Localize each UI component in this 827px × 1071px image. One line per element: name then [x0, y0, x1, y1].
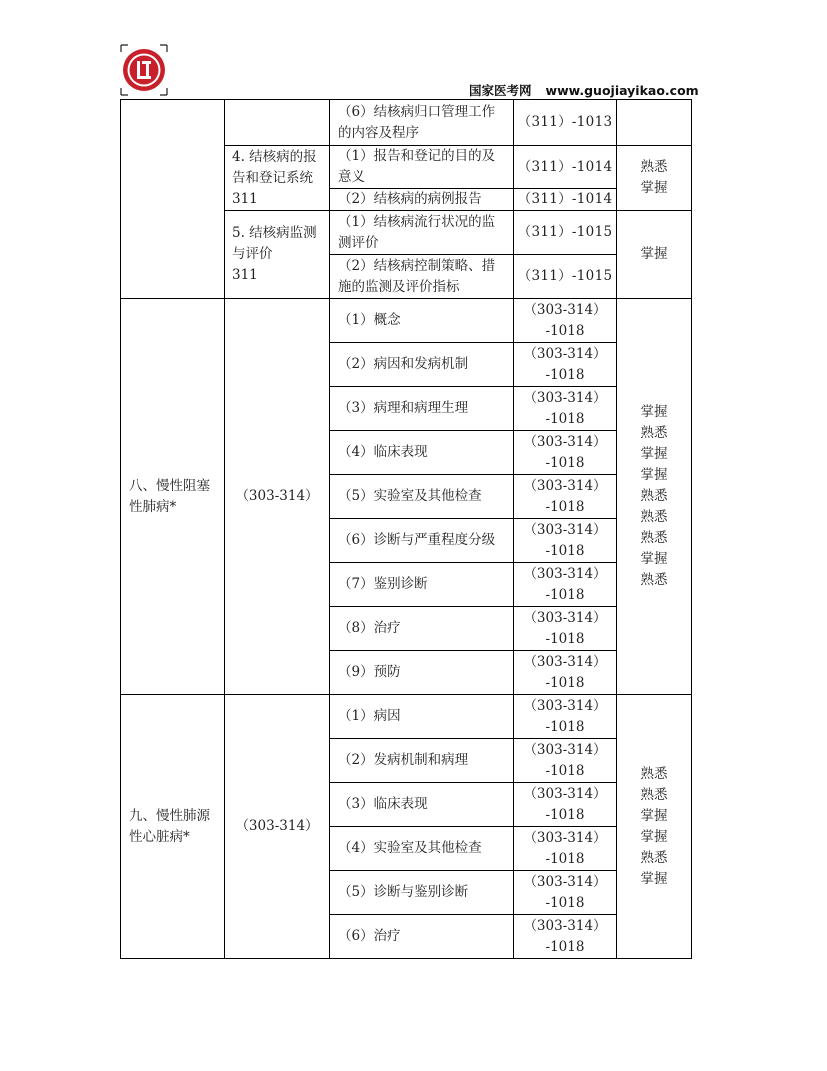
code-cell: （303-314） -1018	[514, 519, 617, 563]
level-item: 掌握	[640, 446, 668, 462]
level-item: 熟悉	[640, 425, 668, 441]
level-item: 掌握	[640, 467, 668, 483]
code-cell: （311）-1015	[514, 255, 617, 299]
item-cell: （1）概念	[330, 299, 514, 343]
unit-title-4: 4. 结核病的报告和登记系统 311	[225, 146, 330, 211]
item-cell: （6）治疗	[330, 915, 514, 959]
item-cell: （5）诊断与鉴别诊断	[330, 871, 514, 915]
level-item: 熟悉	[640, 765, 668, 782]
level-item: 掌握	[640, 807, 668, 824]
code-cell: （303-314） -1018	[514, 607, 617, 651]
item-cell: （2）结核病的病例报告	[330, 189, 514, 211]
level-item: 掌握	[640, 870, 668, 887]
code-cell: （311）-1015	[514, 211, 617, 255]
item-cell: （1）报告和登记的目的及意义	[330, 146, 514, 189]
code-cell: （303-314） -1018	[514, 915, 617, 959]
site-logo	[120, 44, 168, 96]
level-item: 熟悉	[640, 509, 668, 525]
item-cell: （8）治疗	[330, 607, 514, 651]
code-cell: （311）-1014	[514, 146, 617, 189]
item-cell: （7）鉴别诊断	[330, 563, 514, 607]
code-cell: （303-314） -1018	[514, 563, 617, 607]
code-cell: （303-314） -1018	[514, 695, 617, 739]
section-title-9: 九、慢性肺源性心脏病*	[121, 695, 225, 959]
unit-code-5: 311	[232, 267, 258, 283]
item-cell: （6）诊断与严重程度分级	[330, 519, 514, 563]
level-item: 熟悉	[640, 530, 668, 546]
level-item: 熟悉	[640, 786, 668, 803]
code-cell: （303-314） -1018	[514, 651, 617, 695]
code-cell: （311）-1014	[514, 189, 617, 211]
site-url: www.guojiayikao.com	[545, 83, 699, 98]
level-cell-empty	[617, 100, 692, 146]
level-item: 掌握	[640, 551, 668, 567]
item-cell: （5）实验室及其他检查	[330, 475, 514, 519]
site-name: 国家医考网	[469, 83, 532, 98]
level-item: 掌握	[640, 404, 668, 420]
unit-cell-empty	[225, 100, 330, 146]
code-cell: （303-314） -1018	[514, 871, 617, 915]
level-list-9	[617, 695, 692, 959]
code-cell: （303-314） -1018	[514, 475, 617, 519]
level-item: 熟悉	[640, 572, 668, 588]
syllabus-table	[120, 99, 692, 959]
item-cell: （1）结核病流行状况的监测评价	[330, 211, 514, 255]
item-cell: （9）预防	[330, 651, 514, 695]
item-cell: （2）病因和发病机制	[330, 343, 514, 387]
item-cell: （3）病理和病理生理	[330, 387, 514, 431]
level-item: 熟悉	[640, 849, 668, 866]
item-cell: （4）临床表现	[330, 431, 514, 475]
site-header	[469, 81, 699, 99]
code-cell: （303-314） -1018	[514, 783, 617, 827]
code-cell: （303-314） -1018	[514, 343, 617, 387]
code-cell: （311）-1013	[514, 100, 617, 146]
code-cell: （303-314） -1018	[514, 431, 617, 475]
item-cell: （3）临床表现	[330, 783, 514, 827]
section-range-8: （303-314）	[225, 299, 330, 695]
code-cell: （303-314） -1018	[514, 739, 617, 783]
level-list-8	[617, 299, 692, 695]
code-cell: （303-314） -1018	[514, 387, 617, 431]
level-item: 掌握	[640, 828, 668, 845]
section-range-9: （303-314）	[225, 695, 330, 959]
item-cell: （1）病因	[330, 695, 514, 739]
item-cell: （6）结核病归口管理工作的内容及程序	[330, 100, 514, 146]
section-title-8: 八、慢性阻塞性肺病*	[121, 299, 225, 695]
unit-code-4: 311	[232, 190, 258, 207]
item-cell: （2）结核病控制策略、措施的监测及评价指标	[330, 255, 514, 299]
item-cell: （4）实验室及其他检查	[330, 827, 514, 871]
level-cell: 熟悉 掌握	[617, 146, 692, 211]
code-cell: （303-314） -1018	[514, 299, 617, 343]
code-cell: （303-314） -1018	[514, 827, 617, 871]
item-cell: （2）发病机制和病理	[330, 739, 514, 783]
level-item: 熟悉	[640, 488, 668, 504]
level-cell: 掌握	[617, 211, 692, 299]
section-cell-empty	[121, 100, 225, 299]
unit-title-5: 5. 结核病监测与评价 311	[225, 211, 330, 299]
